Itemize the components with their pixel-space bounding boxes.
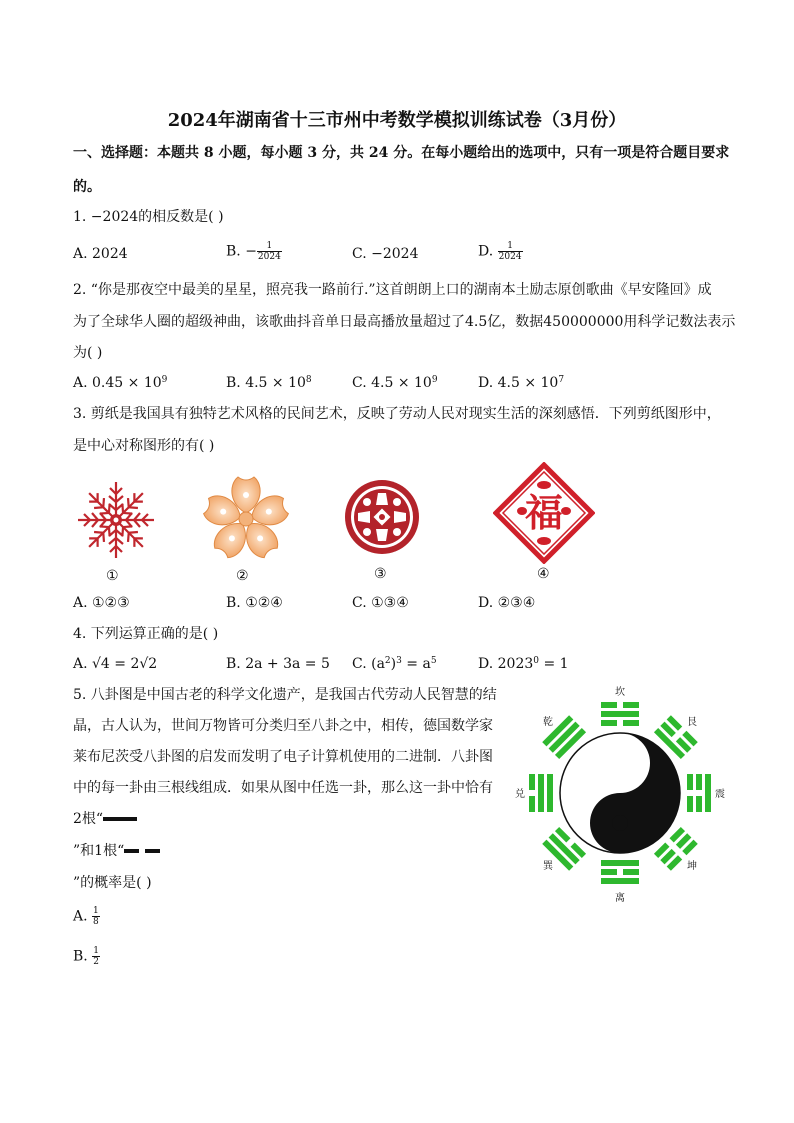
trigram-solid-bar <box>538 774 544 812</box>
figure-label-1: ① <box>106 568 119 584</box>
trigram-broken-bar <box>696 796 702 812</box>
q5-line3: 莱布尼茨受八卦图的启发而发明了电子计算机使用的二进制．八卦图 <box>73 749 493 765</box>
trigram-solid-bar <box>601 860 639 866</box>
q2-option-b: B. $4.5 \times 10^8$ <box>226 375 312 391</box>
bagua-diagram <box>508 682 732 904</box>
trigram-broken-bar <box>601 702 617 708</box>
page-title: 2024年湖南省十三市州中考数学模拟训练试卷（3月份） <box>167 110 627 131</box>
q5-line6: ”和1根“ <box>73 842 160 860</box>
trigram-broken-bar <box>696 774 702 790</box>
q5-line7: ”的概率是( ) <box>73 875 152 891</box>
fu-character: 福 <box>524 490 564 535</box>
q5-line2: 晶，古人认为，世间万物皆可分类归至八卦之中，相传，德国数学家 <box>73 718 493 734</box>
q3-option-c: C. ①③④ <box>352 595 409 611</box>
trigram-label-right: 震 <box>715 789 725 800</box>
q4-option-d: D. $2023^0 = 1$ <box>478 656 569 672</box>
trigram-broken-bar <box>687 774 693 790</box>
trigram-top <box>601 702 639 726</box>
figure-label-2: ② <box>236 568 249 584</box>
q1-option-d: D. $\frac{1}{2024}$ <box>478 241 522 262</box>
q3-line2: 是中心对称图形的有( ) <box>73 438 215 454</box>
trigram-broken-bar <box>623 869 639 875</box>
q5-option-b: B. $\frac{1}{2}$ <box>73 946 99 967</box>
trigram-broken-bar <box>529 774 535 790</box>
q2-option-d: D. $4.5 \times 10^7$ <box>478 375 565 391</box>
broken-line-right-icon <box>145 849 160 853</box>
trigram-broken-bar <box>623 720 639 726</box>
q4-stem: 4. 下列运算正确的是( ) <box>73 626 219 642</box>
trigram-broken-bar <box>601 869 617 875</box>
q5-line4: 中的每一卦由三根线组成．如果从图中任选一卦，那么这一卦中恰有 <box>73 780 493 796</box>
q1-option-a: A. 2024 <box>73 246 128 262</box>
trigram-left <box>529 774 553 812</box>
trigram-solid-bar <box>601 878 639 884</box>
q1-option-c: C. −2024 <box>352 246 419 262</box>
trigram-label-bottom: 离 <box>615 893 625 904</box>
trigram-broken-bar <box>601 720 617 726</box>
trigram-label-top: 坎 <box>615 687 625 698</box>
trigram-label-top-right: 艮 <box>687 717 697 728</box>
solid-line-icon <box>103 817 137 821</box>
q4-option-c: C. $(a^2)^3 = a^5$ <box>352 656 437 672</box>
papercut-fu-character-figure <box>493 462 595 564</box>
trigram-right <box>687 774 711 812</box>
q1-option-b: B. − $\frac{1}{2024}$ <box>226 241 281 262</box>
q5-line5: 2根“ <box>73 810 137 828</box>
papercut-snowflake-figure <box>73 478 159 562</box>
figure-label-3: ③ <box>374 566 387 582</box>
trigram-label-bottom-right: 坤 <box>687 861 697 872</box>
section-heading-line2: 的。 <box>73 179 101 195</box>
section-heading-line1: 一、选择题：本题共 8 小题，每小题 3 分，共 24 分。在每小题给出的选项中，只有一项是符合题目要求 <box>73 145 730 161</box>
trigram-broken-bar <box>687 796 693 812</box>
q2-option-c: C. $4.5 \times 10^9$ <box>352 375 438 391</box>
trigram-bottom <box>601 860 639 884</box>
trigram-solid-bar <box>705 774 711 812</box>
yin-yang-icon <box>560 733 680 853</box>
q1-stem: 1. −2024的相反数是( ) <box>73 209 224 225</box>
trigram-label-bottom-left: 巽 <box>543 861 553 872</box>
trigram-solid-bar <box>547 774 553 812</box>
broken-line-left-icon <box>124 849 139 853</box>
q2-line2: 为了全球华人圈的超级神曲，该歌曲抖音单日最高播放量超过了4.5亿，数据450000000用科学记数法表示 <box>73 314 736 330</box>
q3-option-a: A. ①②③ <box>73 595 130 611</box>
trigram-solid-bar <box>601 711 639 717</box>
q2-line3: 为( ) <box>73 345 103 361</box>
trigram-label-top-left: 乾 <box>543 717 553 728</box>
q3-option-d: D. ②③④ <box>478 595 536 611</box>
q5-option-a: A. $\frac{1}{8}$ <box>73 906 99 927</box>
q3-option-b: B. ①②④ <box>226 595 283 611</box>
papercut-flower-figure <box>200 474 292 564</box>
q4-option-b: B. 2a + 3a = 5 <box>226 656 330 672</box>
q3-line1: 3. 剪纸是我国具有独特艺术风格的民间艺术，反映了劳动人民对现实生活的深刻感悟．下列剪纸图形中， <box>73 406 721 422</box>
q2-option-a: A. $0.45 \times 10^9$ <box>73 375 168 391</box>
q2-line1: 2. “你是那夜空中最美的星星，照亮我一路前行.”这首朗朗上口的湖南本土励志原创歌曲《早安隆回》成 <box>73 282 712 298</box>
q4-option-a: A. √4 = 2√2 <box>73 656 158 672</box>
q5-line1: 5. 八卦图是中国古老的科学文化遗产，是我国古代劳动人民智慧的结 <box>73 687 497 703</box>
figure-label-4: ④ <box>537 566 550 582</box>
trigram-label-left: 兑 <box>515 789 525 800</box>
papercut-round-seal-figure <box>343 478 421 556</box>
trigram-broken-bar <box>623 702 639 708</box>
trigram-broken-bar <box>529 796 535 812</box>
